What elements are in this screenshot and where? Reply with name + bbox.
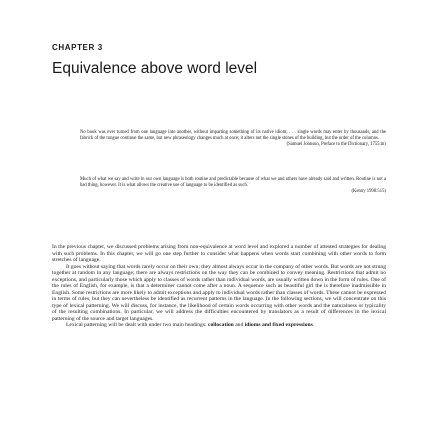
chapter-title: Equivalence above word level bbox=[52, 60, 258, 77]
epigraph-johnson bbox=[80, 130, 386, 148]
headings-lead: Lexical patterning will be dealt with under two main headings: bbox=[66, 322, 207, 328]
conjunction: and bbox=[235, 322, 244, 328]
epigraph-attribution: (Kenny 1998:515) bbox=[351, 189, 386, 194]
term-collocation: collocation bbox=[208, 322, 234, 328]
body-paragraph-headings bbox=[52, 322, 386, 329]
epigraph-kenny bbox=[80, 177, 386, 195]
epigraph-text: No book was ever turned from one language into another, without imparting something of its native idiom; . . . single words may enter by thousands, and the fabrick of the tongue continue the same, but new phraseology changes much at once; it alters not the single stones of the building, but the order of the columns. bbox=[80, 130, 386, 141]
body-paragraph: In the previous chapter, we discussed problems arising from non-equivalence at word level and explored a number of attested strategies for dealing with such problems. In this chapter, we will go one step further to consider what happens when words start combining with other words to form stretches of language. bbox=[52, 244, 386, 263]
term-idioms: idioms and fixed expressions bbox=[244, 322, 313, 328]
chapter-label: CHAPTER 3 bbox=[52, 43, 103, 52]
body-text bbox=[52, 244, 386, 329]
body-paragraph: It goes without saying that words rarely occur on their own; they almost always occur in the company of other words. But words are not strung together at random in any language; there are always restrictions on the way they can be combined to convey meaning. Restrictions that admit no exceptions, and particularly those which apply to classes of words rather than individual words, are usually written down in the form of rules. One of the rules of English, for example, is that a determiner cannot come after a noun. A sequence such as beautiful girl the is therefore inadmissible in English. Some restrictions are more likely to admit exceptions and apply to individual words rather than classes of words. These cannot be expressed in terms of rules, but they can nevertheless be identified as recurrent patterns in the language. In the following sections, we will concentrate on this type of lexical patterning. We will discuss, for instance, the likelihood of certain words occurring with other words and the naturalness or typicality of the resulting combinations. In particular, we will address the difficulties encountered by translators as a result of differences in the lexical patterning of the source and target languages. bbox=[52, 263, 387, 322]
sentence-end: . bbox=[312, 322, 315, 328]
epigraph-text: Much of what we say and write in our own language is both routine and predictable because of what we and others have already said and written. Routine is not a bad thing, however. It is what allows the creative use of language to be identified as such. bbox=[80, 177, 386, 188]
epigraph-attribution: (Samuel Johnson, Preface to the Dictionary, 1755:m) bbox=[286, 142, 386, 147]
